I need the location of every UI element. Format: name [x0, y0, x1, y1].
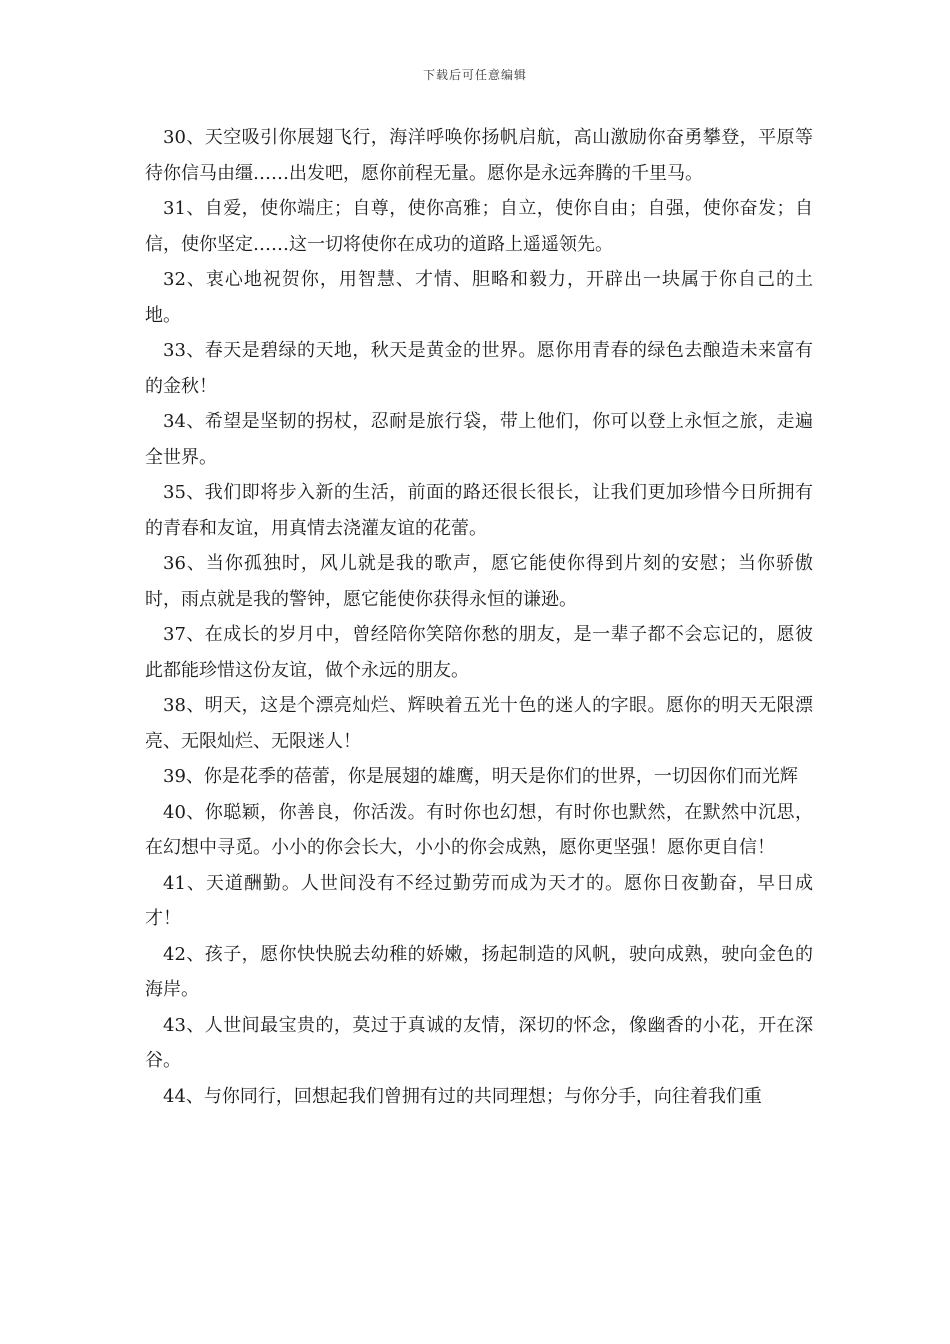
paragraph-30: 30、天空吸引你展翅飞行，海洋呼唤你扬帆启航，高山激励你奋勇攀登，平原等待你信马由缰……出发吧，愿你前程无量。愿你是永远奔腾的千里马。	[145, 127, 813, 184]
paragraph-37: 37、在成长的岁月中，曾经陪你笑陪你愁的朋友，是一辈子都不会忘记的，愿彼此都能珍惜这份友谊，做个永远的朋友。	[145, 624, 813, 681]
page-header-note: 下载后可任意编辑	[422, 68, 527, 82]
paragraph-38: 38、明天，这是个漂亮灿烂、辉映着五光十色的迷人的字眼。愿你的明天无限漂亮、无限灿烂、无限迷人！	[145, 695, 813, 752]
paragraph-41: 41、天道酬勤。人世间没有不经过勤劳而成为天才的。愿你日夜勤奋，早日成才！	[145, 872, 813, 929]
paragraph-34: 34、希望是坚韧的拐杖，忍耐是旅行袋，带上他们，你可以登上永恒之旅，走遍全世界。	[145, 411, 813, 468]
document-body	[145, 120, 813, 1114]
paragraph-36: 36、当你孤独时，风儿就是我的歌声，愿它能使你得到片刻的安慰；当你骄傲时，雨点就是我的警钟，愿它能使你获得永恒的谦逊。	[145, 553, 813, 610]
paragraph-42: 42、孩子，愿你快快脱去幼稚的娇嫩，扬起制造的风帆，驶向成熟，驶向金色的海岸。	[145, 943, 813, 1000]
paragraph-44: 44、与你同行，回想起我们曾拥有过的共同理想；与你分手，向往着我们重	[163, 1085, 762, 1107]
paragraph-31: 31、自爱，使你端庄；自尊，使你高雅；自立，使你自由；自强，使你奋发；自信，使你坚定……这一切将使你在成功的道路上遥遥领先。	[145, 198, 813, 255]
paragraph-32: 32、衷心地祝贺你，用智慧、才情、胆略和毅力，开辟出一块属于你自己的土地。	[145, 269, 813, 326]
paragraph-39: 39、你是花季的蓓蕾，你是展翅的雄鹰，明天是你们的世界，一切因你们而光辉	[163, 766, 798, 787]
paragraph-40: 40、你聪颖，你善良，你活泼。有时你也幻想，有时你也默然，在默然中沉思，在幻想中寻觅。小小的你会长大，小小的你会成熟，愿你更坚强！愿你更自信！	[145, 801, 813, 858]
paragraph-43: 43、人世间最宝贵的，莫过于真诚的友情，深切的怀念，像幽香的小花，开在深谷。	[145, 1014, 813, 1071]
paragraph-35: 35、我们即将步入新的生活，前面的路还很长很长，让我们更加珍惜今日所拥有的青春和友谊，用真情去浇灌友谊的花蕾。	[145, 482, 813, 539]
paragraph-33: 33、春天是碧绿的天地，秋天是黄金的世界。愿你用青春的绿色去酿造未来富有的金秋！	[145, 340, 813, 397]
